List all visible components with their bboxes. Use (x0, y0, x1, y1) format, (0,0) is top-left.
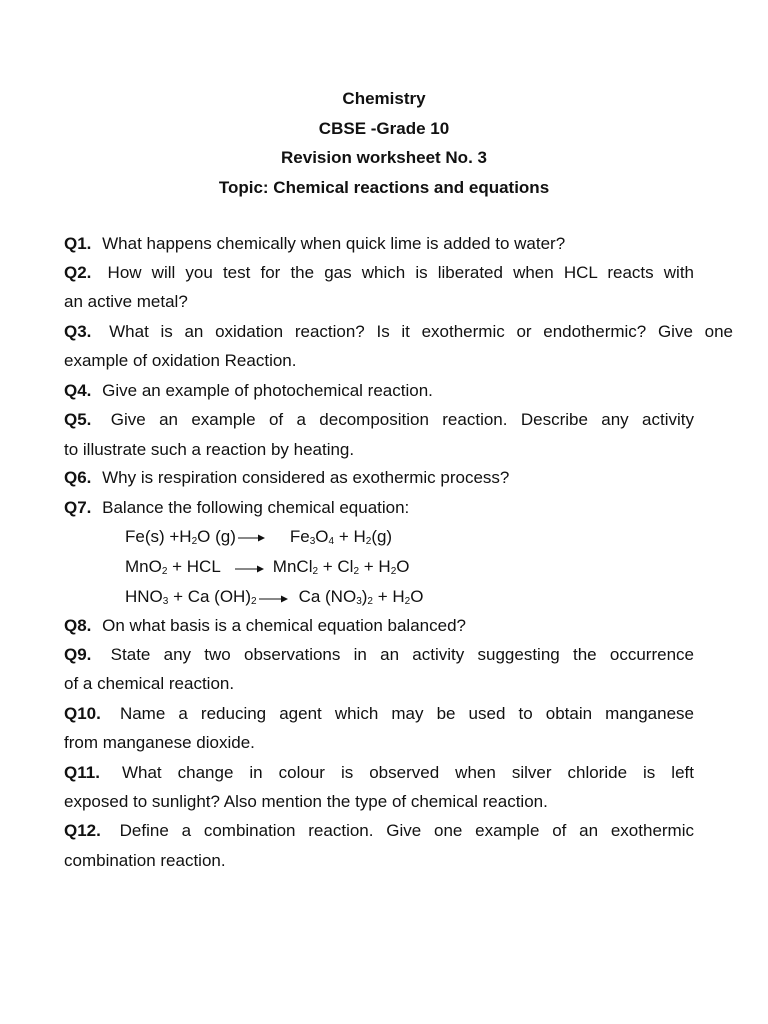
equation-reactants: MnO$_2$ + HCL (125, 557, 221, 577)
question-8 (64, 616, 466, 636)
question-number: Q8. (64, 616, 92, 635)
equation-3 (125, 587, 423, 607)
question-text: What is an oxidation reaction? Is it exothermic or endothermic? Give one (109, 322, 733, 341)
question-11-continued: exposed to sunlight? Also mention the type of chemical reaction. (64, 792, 548, 811)
question-1 (64, 234, 565, 254)
subject-title: Chemistry (342, 89, 426, 108)
question-number: Q1. (64, 234, 92, 253)
equation-1 (125, 527, 392, 547)
equation-products: Ca $(NO_3)_2 + H_2O$ (298, 587, 424, 607)
question-number: Q3. (64, 322, 92, 341)
question-12-continued: combination reaction. (64, 851, 226, 870)
question-11 (64, 763, 694, 783)
question-number: Q4. (64, 381, 92, 400)
question-text: Balance the following chemical equation: (102, 498, 410, 517)
question-9 (64, 645, 694, 665)
right-arrow-icon (235, 563, 265, 573)
question-number: Q9. (64, 645, 92, 664)
question-number: Q12. (64, 821, 101, 840)
question-text: Why is respiration considered as exothermic process? (102, 468, 510, 487)
question-10 (64, 704, 694, 724)
board-grade: CBSE -Grade 10 (318, 118, 450, 138)
question-3-continued: example of oxidation Reaction. (64, 351, 297, 370)
question-2-continued: an active metal? (64, 292, 188, 311)
right-arrow-icon (259, 593, 289, 603)
question-number: Q11. (64, 763, 100, 782)
worksheet-title: Revision worksheet No. 3 (281, 148, 487, 167)
question-6 (64, 468, 509, 488)
question-text: On what basis is a chemical equation balanced? (102, 616, 466, 635)
question-text: Name a reducing agent which may be used to obtain manganese (119, 704, 694, 723)
worksheet-header (0, 84, 768, 202)
question-text: Define a combination reaction. Give one example of an exothermic (119, 821, 694, 840)
question-5 (64, 410, 694, 430)
question-text: Give an example of photochemical reaction. (102, 381, 433, 400)
equation-products: MnCl$_2$ + $Cl_2 + H_2O$ (272, 557, 410, 577)
question-3 (64, 322, 733, 342)
question-12 (64, 821, 694, 841)
equation-products: $Fe_3O_4 + H_2(g)$ (289, 527, 393, 547)
question-number: Q7. (64, 498, 92, 517)
question-9-continued: of a chemical reaction. (64, 674, 235, 693)
question-number: Q5. (64, 410, 92, 429)
question-text: Give an example of a decomposition reaction. Describe any activity (110, 410, 694, 429)
question-7 (64, 498, 409, 518)
equation-reactants: $HNO_3 + Ca$ $(OH)_2$ (125, 587, 257, 607)
question-number: Q6. (64, 468, 92, 487)
question-number: Q10. (64, 704, 101, 723)
question-5-continued: to illustrate such a reaction by heating. (64, 440, 355, 459)
right-arrow-icon (238, 533, 266, 543)
question-2 (64, 263, 694, 283)
question-text: State any two observations in an activity suggesting the occurrence (110, 645, 694, 664)
question-text: What change in colour is observed when silver chloride is left (121, 763, 694, 782)
topic-title: Topic: Chemical reactions and equations (218, 177, 550, 197)
equation-reactants: $Fe(s) +H_2O$ (g) (125, 527, 236, 547)
question-number: Q2. (64, 263, 92, 282)
question-text: What happens chemically when quick lime is added to water? (102, 234, 566, 253)
question-4 (64, 381, 433, 401)
question-10-continued: from manganese dioxide. (64, 733, 255, 752)
question-text: How will you test for the gas which is liberated when HCL reacts with (107, 263, 694, 282)
equation-2 (125, 557, 409, 577)
